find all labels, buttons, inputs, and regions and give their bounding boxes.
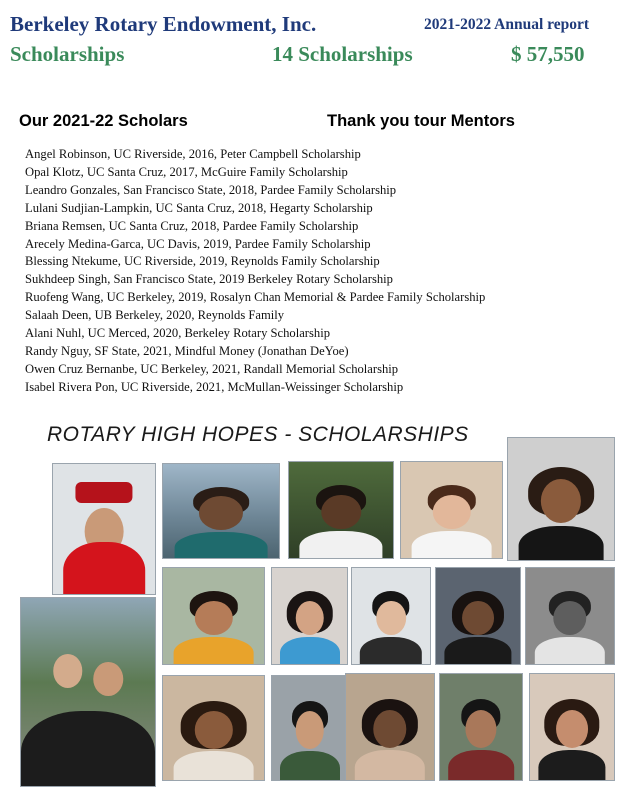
- header-scholarship-count: 14 Scholarships: [272, 42, 413, 66]
- scholar-photo: [52, 463, 156, 595]
- header-org-name: Berkeley Rotary Endowment, Inc.: [10, 12, 317, 36]
- scholar-entry: Ruofeng Wang, UC Berkeley, 2019, Rosalyn Chan Memorial & Pardee Family Scholarship: [25, 290, 486, 305]
- scholar-entry: Salaah Deen, UB Berkeley, 2020, Reynolds Family: [25, 308, 285, 323]
- scholar-photo: [507, 437, 615, 561]
- scholar-photo: [271, 675, 348, 781]
- scholar-entry: Briana Remsen, UC Santa Cruz, 2018, Pardee Family Scholarship: [25, 218, 359, 233]
- header-total-amount: $ 57,550: [511, 42, 585, 66]
- scholar-photo: [288, 461, 394, 559]
- scholar-photo: [525, 567, 615, 665]
- scholar-photo: [20, 597, 156, 787]
- scholar-entry: Lulani Sudjian-Lampkin, UC Santa Cruz, 2018, Hegarty Scholarship: [25, 200, 373, 215]
- scholar-entry: Angel Robinson, UC Riverside, 2016, Peter Campbell Scholarship: [25, 147, 361, 161]
- scholar-photo-collage: [19, 417, 619, 784]
- scholar-entry: Leandro Gonzales, San Francisco State, 2018, Pardee Family Scholarship: [25, 182, 397, 197]
- scholar-entry: Opal Klotz, UC Santa Cruz, 2017, McGuire Family Scholarship: [25, 164, 348, 179]
- scholar-photo: [345, 673, 435, 781]
- scholar-entry: Alani Nuhl, UC Merced, 2020, Berkeley Rotary Scholarship: [25, 326, 330, 341]
- scholar-entry: Owen Cruz Bernanbe, UC Berkeley, 2021, Randall Memorial Scholarship: [25, 361, 399, 376]
- scholar-entry: Sukhdeep Singh, San Francisco State, 2019 Berkeley Rotary Scholarship: [25, 272, 393, 287]
- scholar-entry: Isabel Rivera Pon, UC Riverside, 2021, McMullan-Weissinger Scholarship: [25, 379, 404, 394]
- scholar-photo: [162, 567, 265, 665]
- scholar-photo: [529, 673, 615, 781]
- header-category: Scholarships: [10, 42, 125, 66]
- mentors-heading: Thank you tour Mentors: [327, 112, 515, 130]
- scholars-heading: Our 2021-22 Scholars: [19, 112, 188, 130]
- scholar-entry: Randy Nguy, SF State, 2021, Mindful Money (Jonathan DeYoe): [25, 343, 349, 358]
- scholar-photo: [271, 567, 348, 665]
- scholar-photo: [439, 673, 523, 781]
- header-report-label: 2021-2022 Annual report: [424, 16, 590, 33]
- collage-title: ROTARY HIGH HOPES - SCHOLARSHIPS: [47, 423, 469, 446]
- scholar-entry: Arecely Medina-Garca, UC Davis, 2019, Pardee Family Scholarship: [25, 236, 371, 251]
- scholar-photo: [351, 567, 431, 665]
- scholar-photo: [162, 463, 280, 559]
- scholar-photo: [162, 675, 265, 781]
- scholars-list: [25, 146, 485, 397]
- scholar-entry: Blessing Ntekume, UC Riverside, 2019, Reynolds Family Scholarship: [25, 254, 380, 269]
- scholar-photo: [435, 567, 521, 665]
- scholar-photo: [400, 461, 503, 559]
